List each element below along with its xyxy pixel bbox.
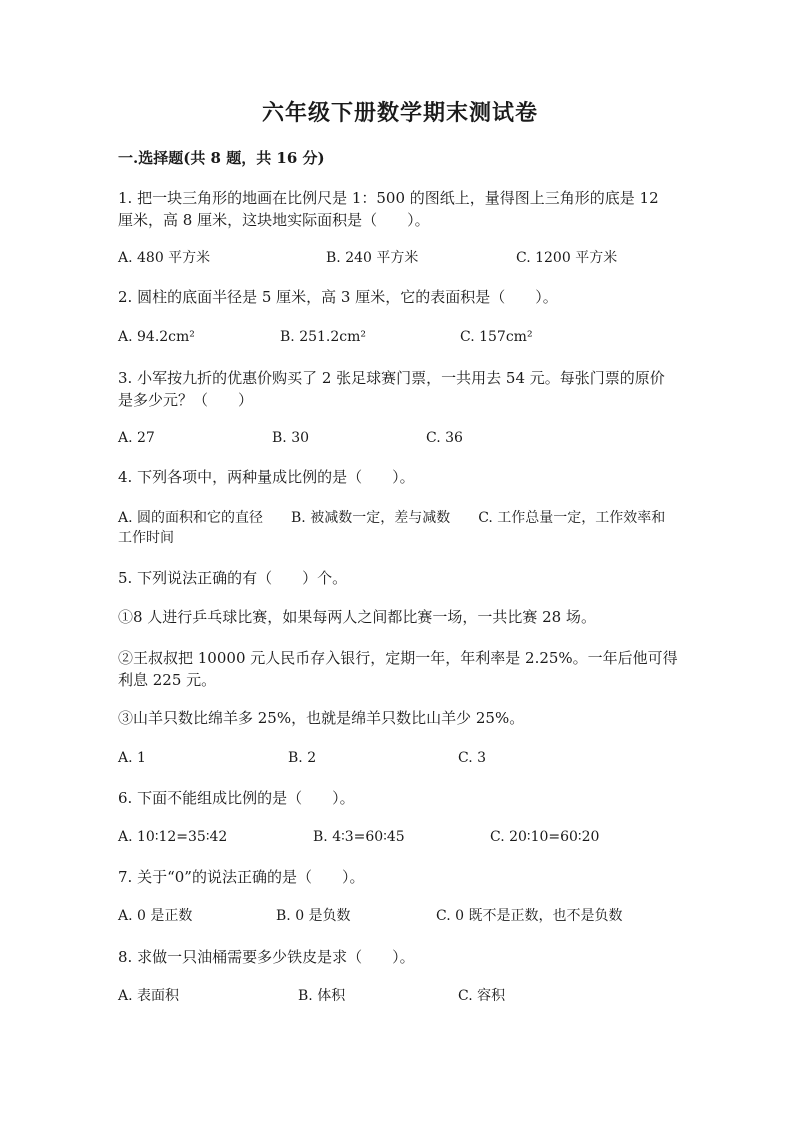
question-3-text: 3. 小军按九折的优惠价购买了 2 张足球赛门票，一共用去 54 元。每张门票的原价是多少元？（ ）	[118, 369, 665, 409]
question-2-options	[118, 326, 688, 348]
question-5-option-c[interactable]: C. 3	[458, 750, 487, 766]
question-4-text: 4. 下列各项中，两种量成比例的是（ ）。	[118, 468, 415, 486]
question-6-options	[118, 826, 688, 848]
question-3-option-a[interactable]: A. 27	[118, 430, 155, 446]
question-6-text: 6. 下面不能组成比例的是（ ）。	[118, 789, 355, 807]
question-1-option-c[interactable]: C. 1200 平方米	[516, 250, 618, 266]
question-5-option-a[interactable]: A. 1	[118, 750, 146, 766]
question-8-options	[118, 985, 688, 1007]
question-5-options	[118, 747, 688, 769]
page-title: 六年级下册数学期末测试卷	[261, 100, 538, 126]
question-7-option-c[interactable]: C. 0 既不是正数，也不是负数	[436, 908, 623, 924]
question-6-option-b[interactable]: B. 4∶3=60∶45	[313, 829, 405, 845]
question-7-option-a[interactable]: A. 0 是正数	[118, 908, 193, 924]
question-5-text: 5. 下列说法正确的有（ ）个。	[118, 569, 348, 587]
question-7-options	[118, 905, 688, 927]
question-1-text: 1. 把一块三角形的地画在比例尺是 1：500 的图纸上，量得图上三角形的底是 12 厘米，高 8 厘米，这块地实际面积是（ ）。	[118, 189, 659, 229]
question-5-statement-3: ③山羊只数比绵羊多 25%，也就是绵羊只数比山羊少 25%。	[118, 709, 525, 727]
question-3-options	[118, 427, 688, 449]
question-8-option-a[interactable]: A. 表面积	[118, 988, 180, 1004]
question-7-text: 7. 关于“0”的说法正确的是（ ）。	[118, 868, 365, 886]
question-8-text: 8. 求做一只油桶需要多少铁皮是求（ ）。	[118, 948, 415, 966]
question-7-option-b[interactable]: B. 0 是负数	[276, 908, 351, 924]
question-2-option-a[interactable]: A. 94.2cm²	[118, 329, 195, 345]
question-6-option-c[interactable]: C. 20∶10=60∶20	[490, 829, 600, 845]
question-3-option-b[interactable]: B. 30	[272, 430, 310, 446]
question-3-option-c[interactable]: C. 36	[426, 430, 463, 446]
question-8-option-b[interactable]: B. 体积	[298, 988, 346, 1004]
question-2-option-b[interactable]: B. 251.2cm²	[280, 329, 366, 345]
section-heading: 一.选择题(共 8 题，共 16 分)	[118, 149, 325, 167]
question-1-option-a[interactable]: A. 480 平方米	[118, 250, 211, 266]
question-5-option-b[interactable]: B. 2	[288, 750, 317, 766]
question-8-option-c[interactable]: C. 容积	[458, 988, 506, 1004]
question-5-statement-1: ①8 人进行乒乓球比赛，如果每两人之间都比赛一场，一共比赛 28 场。	[118, 608, 596, 626]
question-2-text: 2. 圆柱的底面半径是 5 厘米，高 3 厘米，它的表面积是（ ）。	[118, 288, 558, 306]
question-1-option-b[interactable]: B. 240 平方米	[326, 250, 419, 266]
question-1-options	[118, 247, 688, 269]
question-2-option-c[interactable]: C. 157cm²	[460, 329, 533, 345]
question-4-options[interactable]: A. 圆的面积和它的直径 B. 被减数一定，差与减数 C. 工作总量一定，工作效率和工作时间	[118, 510, 666, 546]
question-5-statement-2: ②王叔叔把 10000 元人民币存入银行，定期一年，年利率是 2.25%。一年后他可得利息 225 元。	[118, 649, 678, 689]
question-6-option-a[interactable]: A. 10∶12=35∶42	[118, 829, 228, 845]
